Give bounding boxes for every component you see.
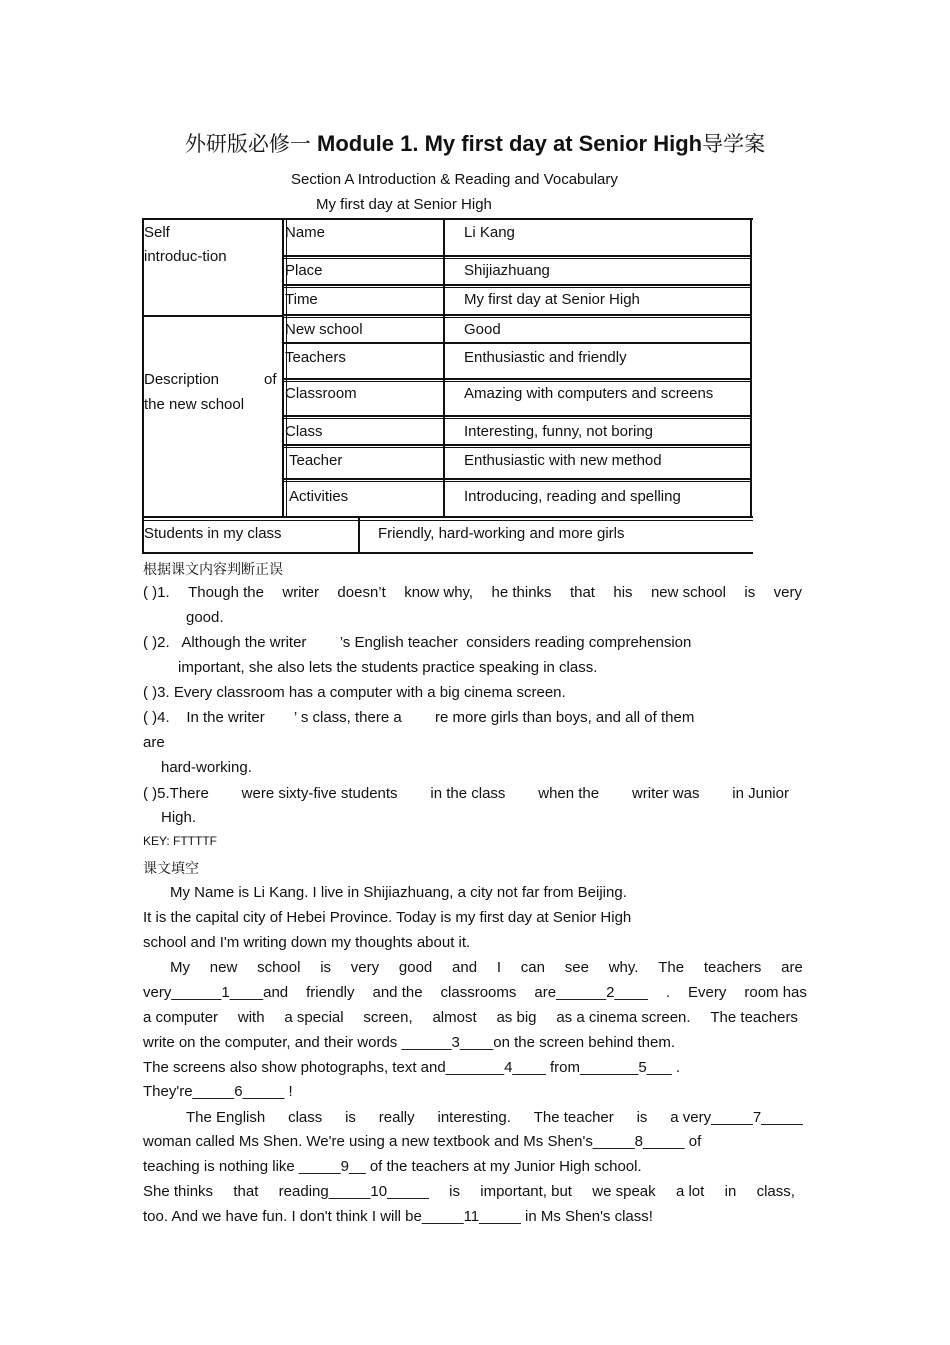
tf-question-5: ( )5.There were sixty-five students in the class when the writer was in Junior xyxy=(143,785,789,802)
passage-line: teaching is nothing like _____9__ of the teachers at my Junior High school. xyxy=(143,1158,642,1175)
passage-line: The English class is really interesting. The teacher is a very_____7_____ xyxy=(186,1109,803,1126)
row-value: Good xyxy=(464,321,501,338)
self-intro-label: Self xyxy=(144,224,170,241)
tf-question-5-cont: High. xyxy=(161,809,197,826)
tf-question-2: ( )2. Although the writer ’s English teacher considers reading comprehension xyxy=(143,634,692,651)
self-intro-label-2: introduc-tion xyxy=(144,248,227,265)
row-key: Time xyxy=(285,291,318,308)
tf-question-4: ( )4. In the writer ’ s class, there a re more girls than boys, and all of them xyxy=(143,709,695,726)
passage-line: very______1____and friendly and the classrooms are______2____ . Every room has xyxy=(143,984,807,1001)
description-label: Description xyxy=(144,371,220,388)
passage-line: The screens also show photographs, text and_______4____ from_______5___ . xyxy=(143,1059,681,1076)
page-title xyxy=(0,128,950,158)
row-key: Activities xyxy=(289,488,349,505)
students-value: Friendly, hard-working and more girls xyxy=(378,525,625,542)
passage-line: It is the capital city of Hebei Province. Today is my first day at Senior High xyxy=(143,909,632,926)
tf-question-1: ( )1. Though the writer doesn’t know why, he thinks that his new school is very xyxy=(143,584,802,601)
tf-question-3: ( )3. Every classroom has a computer with a big cinema screen. xyxy=(143,684,566,701)
passage-line: too. And we have fun. I don't think I will be_____11_____ in Ms Shen's class! xyxy=(143,1208,653,1225)
tf-question-1-cont: good. xyxy=(186,609,224,626)
tf-heading: 根据课文内容判断正误 xyxy=(143,562,283,578)
row-value: Enthusiastic with new method xyxy=(464,452,662,469)
section-heading: Section A Introduction & Reading and Vocabulary xyxy=(291,171,618,188)
tf-question-4-cont: are xyxy=(143,734,165,751)
passage-line: a computer with a special screen, almost as big as a cinema screen. The teachers xyxy=(143,1009,798,1026)
row-value: Interesting, funny, not boring xyxy=(464,423,654,440)
fill-heading: 课文填空 xyxy=(143,861,199,877)
students-label: Students in my class xyxy=(144,525,282,542)
passage-line: write on the computer, and their words ______3____on the screen behind them. xyxy=(143,1034,676,1051)
row-key: Name xyxy=(285,224,326,241)
row-value: Li Kang xyxy=(464,224,515,241)
title-main: Module 1. My first day at Senior High xyxy=(317,131,703,156)
row-value: Enthusiastic and friendly xyxy=(464,349,627,366)
passage-line: My new school is very good and I can see why. The teachers are xyxy=(170,959,803,976)
description-label-2: the new school xyxy=(144,396,245,413)
row-key: Classroom xyxy=(285,385,357,402)
row-key: Teachers xyxy=(285,349,346,366)
row-value: Shijiazhuang xyxy=(464,262,550,279)
passage-line: woman called Ms Shen. We're using a new textbook and Ms Shen's_____8_____ of xyxy=(143,1133,702,1150)
passage-line: They're_____6_____ ! xyxy=(143,1083,293,1100)
subtitle: My first day at Senior High xyxy=(316,196,492,213)
title-prefix: 外研版必修一 xyxy=(184,132,311,156)
tf-question-2-cont: important, she also lets the students practice speaking in class. xyxy=(178,659,598,676)
title-suffix: 导学案 xyxy=(702,132,766,156)
row-value: Amazing with computers and screens xyxy=(464,385,714,402)
description-label-of: of xyxy=(264,371,277,388)
row-value: My first day at Senior High xyxy=(464,291,640,308)
row-key: New school xyxy=(285,321,363,338)
passage-line: She thinks that reading_____10_____ is important, but we speak a lot in class, xyxy=(143,1183,795,1200)
row-key: Teacher xyxy=(289,452,343,469)
passage-line: school and I'm writing down my thoughts about it. xyxy=(143,934,471,951)
tf-question-4-cont-2: hard-working. xyxy=(161,759,252,776)
passage-line: My Name is Li Kang. I live in Shijiazhuang, a city not far from Beijing. xyxy=(170,884,627,901)
answer-key: KEY: FTTTTF xyxy=(143,834,217,848)
row-key: Class xyxy=(285,423,323,440)
row-key: Place xyxy=(285,262,323,279)
row-value: Introducing, reading and spelling xyxy=(464,488,681,505)
